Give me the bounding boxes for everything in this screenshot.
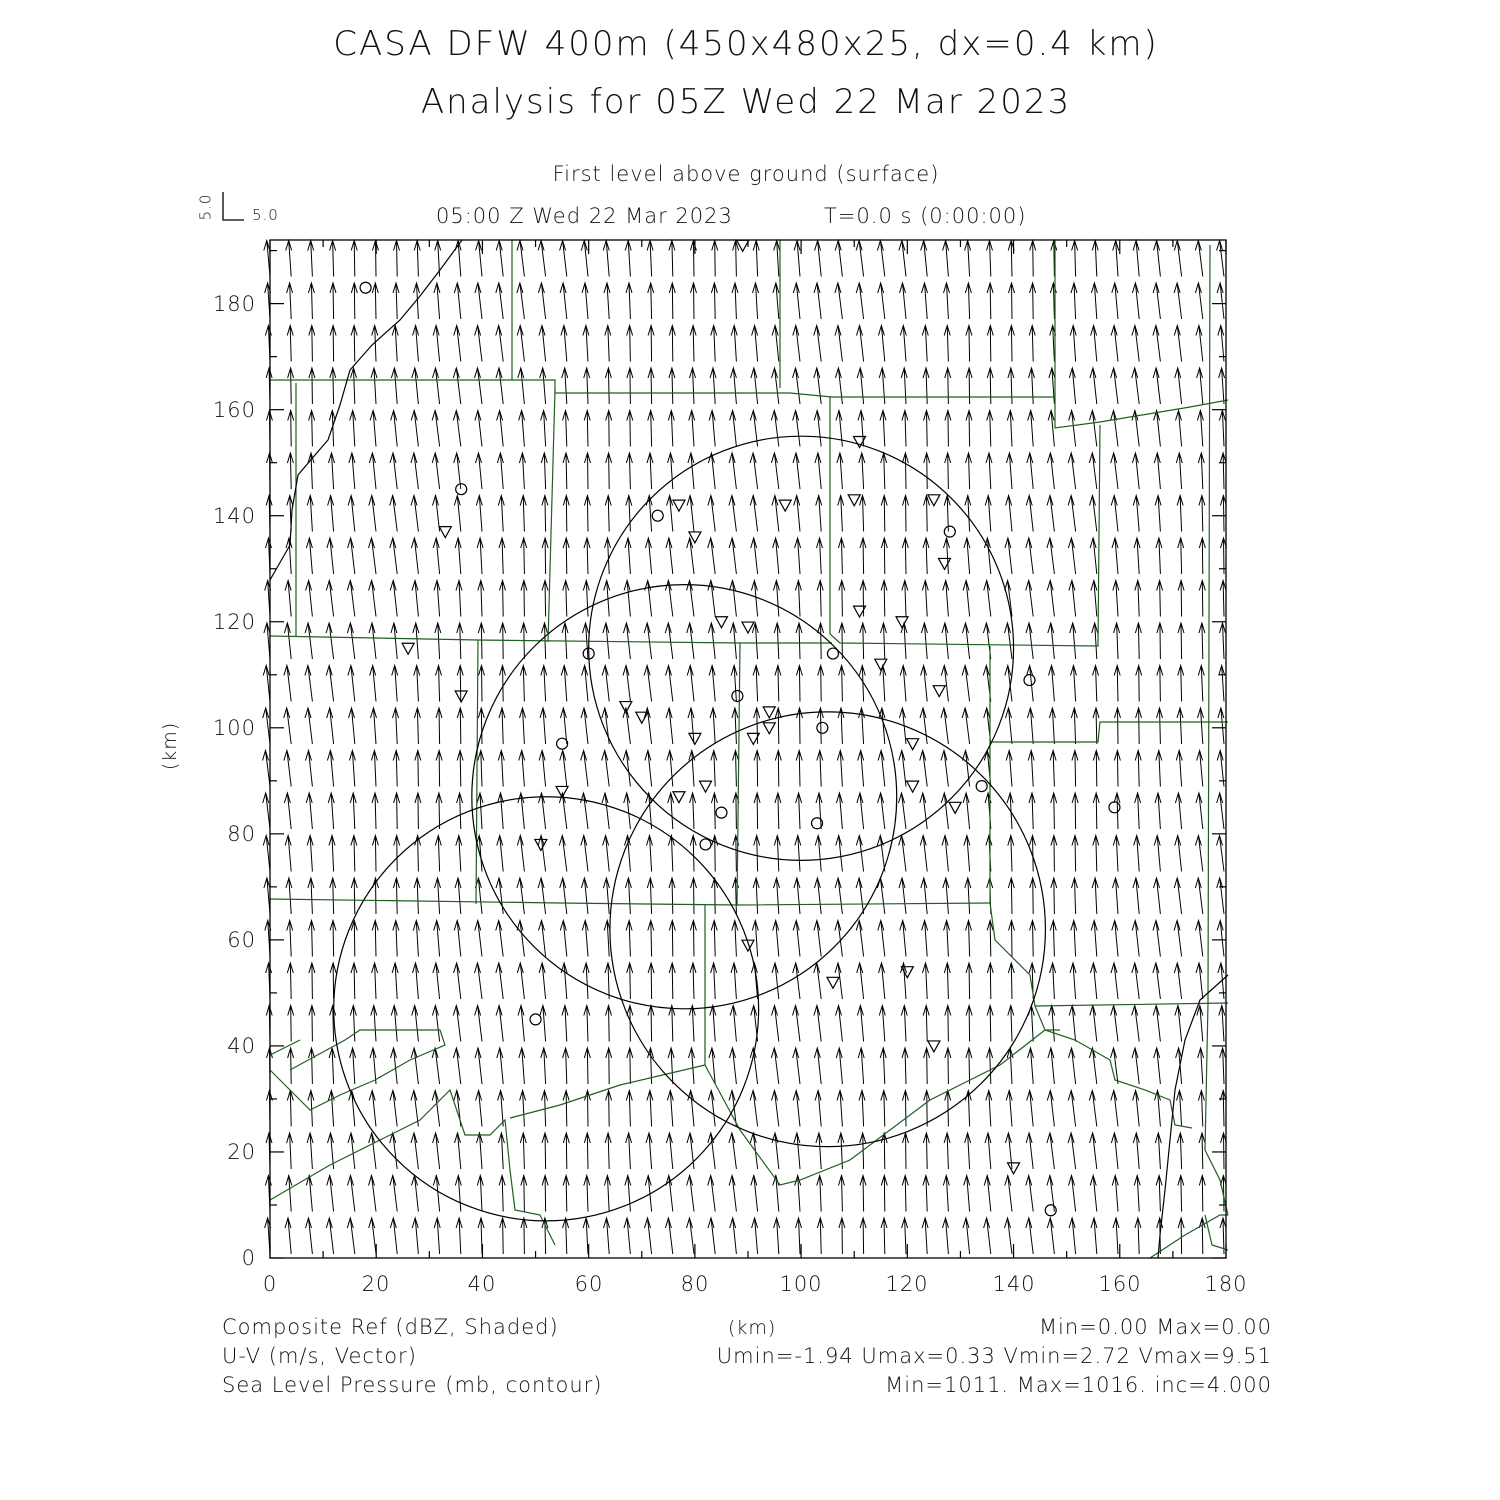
station-circle-marker [1109,802,1120,813]
station-circle-marker [827,648,838,659]
station-triangle-marker [715,617,727,628]
station-triangle-marker [439,527,451,538]
field3-name: Sea Level Pressure (mb, contour) [222,1373,603,1397]
x-tick-label: 120 [885,1272,929,1296]
station-circle-marker [456,484,467,495]
x-tick-label: 60 [574,1272,604,1296]
valid-time-label: 05:00 Z Wed 22 Mar 2023 [436,204,733,228]
station-triangle-marker [827,977,839,988]
station-triangle-marker [1008,1163,1020,1174]
y-axis-label: (km) [159,721,182,771]
forecast-time-label: T=0.0 s (0:00:00) [824,204,1027,228]
x-tick-label: 20 [361,1272,391,1296]
y-tick-label: 0 [241,1246,256,1270]
pressure-contour [589,436,1014,860]
station-triangle-marker [742,622,754,633]
county-boundary [1205,1215,1228,1250]
y-tick-label: 80 [227,822,256,846]
county-boundary [548,390,555,642]
station-triangle-marker [689,733,701,744]
y-tick-label: 100 [212,716,256,740]
y-tick-label: 160 [212,398,256,422]
county-boundary [990,903,1228,1006]
county-boundary [270,636,832,643]
pressure-contours [334,436,1046,1221]
county-boundary [1035,1006,1192,1128]
station-circle-marker [557,738,568,749]
x-tick-label: 100 [779,1272,823,1296]
station-circle-marker [1024,675,1035,686]
county-boundaries [270,240,1228,1258]
map-title-line1: CASA DFW 400m (450x480x25, dx=0.4 km) [333,24,1159,64]
pressure-contour [270,240,462,580]
vector-key-u-label: 5.0 [252,206,279,224]
station-triangle-marker [848,495,860,506]
y-tick-label: 140 [212,504,256,528]
station-triangle-marker [779,500,791,511]
vector-key-v-label: 5.0 [196,193,215,221]
station-circle-marker [732,690,743,701]
station-circle-marker [700,839,711,850]
station-triangle-marker [928,495,940,506]
station-triangle-marker [875,659,887,670]
field1-name: Composite Ref (dBZ, Shaded) [222,1315,559,1339]
county-boundary [705,905,1060,1185]
x-tick-label: 0 [262,1272,278,1296]
station-triangle-marker [673,500,685,511]
x-tick-label: 180 [1204,1272,1248,1296]
field2-stats: Umin=-1.94 Umax=0.33 Vmin=2.72 Vmax=9.51 [716,1344,1272,1368]
station-circle-marker [360,282,371,293]
station-triangle-marker [556,786,568,797]
map-title-line2: Analysis for 05Z Wed 22 Mar 2023 [420,82,1072,122]
county-boundary [510,1065,705,1118]
station-triangle-marker [901,967,913,978]
station-circle-marker [652,510,663,521]
field3-stats: Min=1011. Max=1016. inc=4.000 [885,1373,1272,1397]
x-tick-label: 40 [467,1272,497,1296]
y-tick-label: 180 [212,292,256,316]
x-axis-label: (km) [728,1317,777,1339]
level-label: First level above ground (surface) [552,162,940,186]
y-tick-label: 20 [227,1140,256,1164]
station-triangle-marker [907,739,919,750]
station-circle-marker [976,781,987,792]
station-triangle-marker [896,617,908,628]
station-triangle-marker [907,781,919,792]
station-triangle-marker [673,792,685,803]
field1-stats: Min=0.00 Max=0.00 [1038,1315,1272,1339]
y-tick-label: 60 [227,928,256,952]
station-circle-marker [944,526,955,537]
field2-name: U-V (m/s, Vector) [222,1344,417,1368]
station-triangle-marker [928,1041,940,1052]
station-triangle-marker [933,686,945,697]
station-circle-marker [530,1014,541,1025]
station-triangle-marker [402,643,414,654]
station-triangle-marker [763,707,775,718]
county-boundary [737,643,740,905]
station-triangle-marker [949,802,961,813]
station-triangle-marker [939,558,951,569]
y-tick-label: 120 [212,610,256,634]
station-triangle-marker [700,781,712,792]
y-tick-label: 40 [227,1034,256,1058]
station-circle-marker [817,722,828,733]
x-tick-label: 80 [680,1272,710,1296]
station-triangle-marker [763,723,775,734]
county-boundary [830,397,1100,646]
county-boundary [1205,245,1228,1215]
x-tick-label: 140 [992,1272,1036,1296]
county-boundary [270,380,1055,397]
county-boundary [270,1040,300,1055]
station-markers [360,240,1120,1215]
pressure-contour [1158,975,1228,1258]
station-triangle-marker [535,839,547,850]
station-circle-marker [716,807,727,818]
county-boundary [476,640,478,904]
county-boundary [990,722,1228,742]
x-tick-label: 160 [1098,1272,1142,1296]
